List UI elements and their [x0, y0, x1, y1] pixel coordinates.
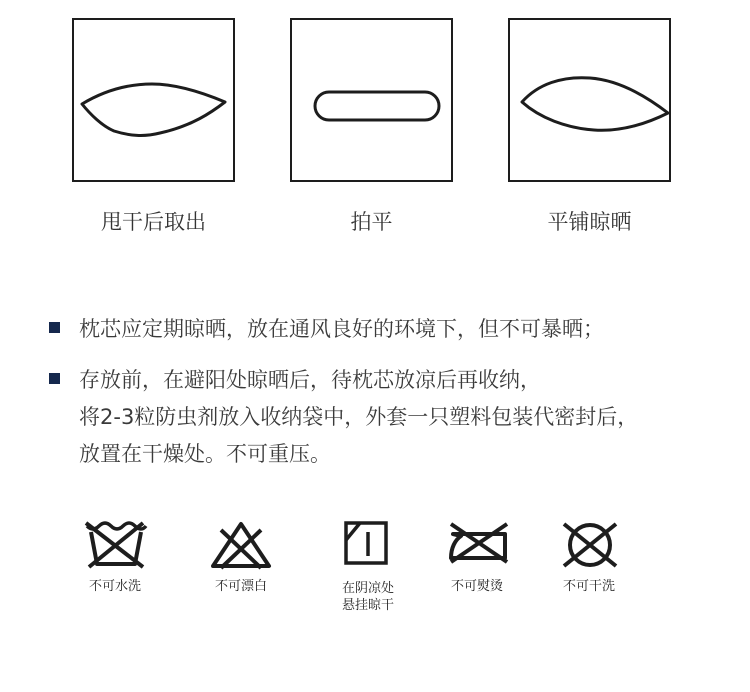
no-dry-clean-icon: [558, 520, 622, 570]
tip-text: [79, 362, 638, 473]
tip-line: 放置在干燥处。不可重压。: [79, 442, 331, 466]
bullet-square: [49, 373, 60, 384]
care-label-no-wash: 不可水洗: [88, 579, 141, 594]
care-label-no-dry-clean: 不可干洗: [562, 579, 615, 594]
step-label-spin-dry: 甩干后取出: [101, 210, 206, 234]
tip-line: 存放前，在避阳处晾晒后，待枕芯放凉后再收纳，: [79, 368, 541, 392]
care-label-line: 悬挂晾干: [341, 598, 394, 613]
pillow-curved-icon: [74, 20, 233, 180]
step-box-spin-dry: [72, 18, 235, 182]
care-label-line: 在阴凉处: [341, 581, 394, 596]
step-label-pat-flat: 拍平: [350, 210, 393, 234]
pillow-lying-icon: [510, 20, 669, 180]
pillow-flat-icon: [292, 20, 451, 180]
care-label-no-bleach: 不可漂白: [214, 579, 267, 594]
step-box-lay-flat: [508, 18, 671, 182]
tip-line: 将2-3粒防虫剂放入收纳袋中，外套一只塑料包装代密封后，: [79, 405, 639, 429]
line-dry-shade-icon: [344, 520, 388, 566]
bullet-square: [49, 322, 60, 333]
no-wash-icon: [83, 520, 149, 570]
no-iron-icon: [447, 520, 511, 564]
no-bleach-icon: [209, 520, 273, 570]
tip-line: 枕芯应定期晾晒，放在通风良好的环境下，但不可暴晒；: [79, 317, 604, 341]
tip-text: [79, 311, 604, 348]
care-label-line-dry-shade: [330, 580, 406, 614]
care-label-no-iron: 不可熨烫: [450, 579, 503, 594]
step-label-lay-flat: 平铺晾晒: [547, 210, 632, 234]
step-box-pat-flat: [290, 18, 453, 182]
